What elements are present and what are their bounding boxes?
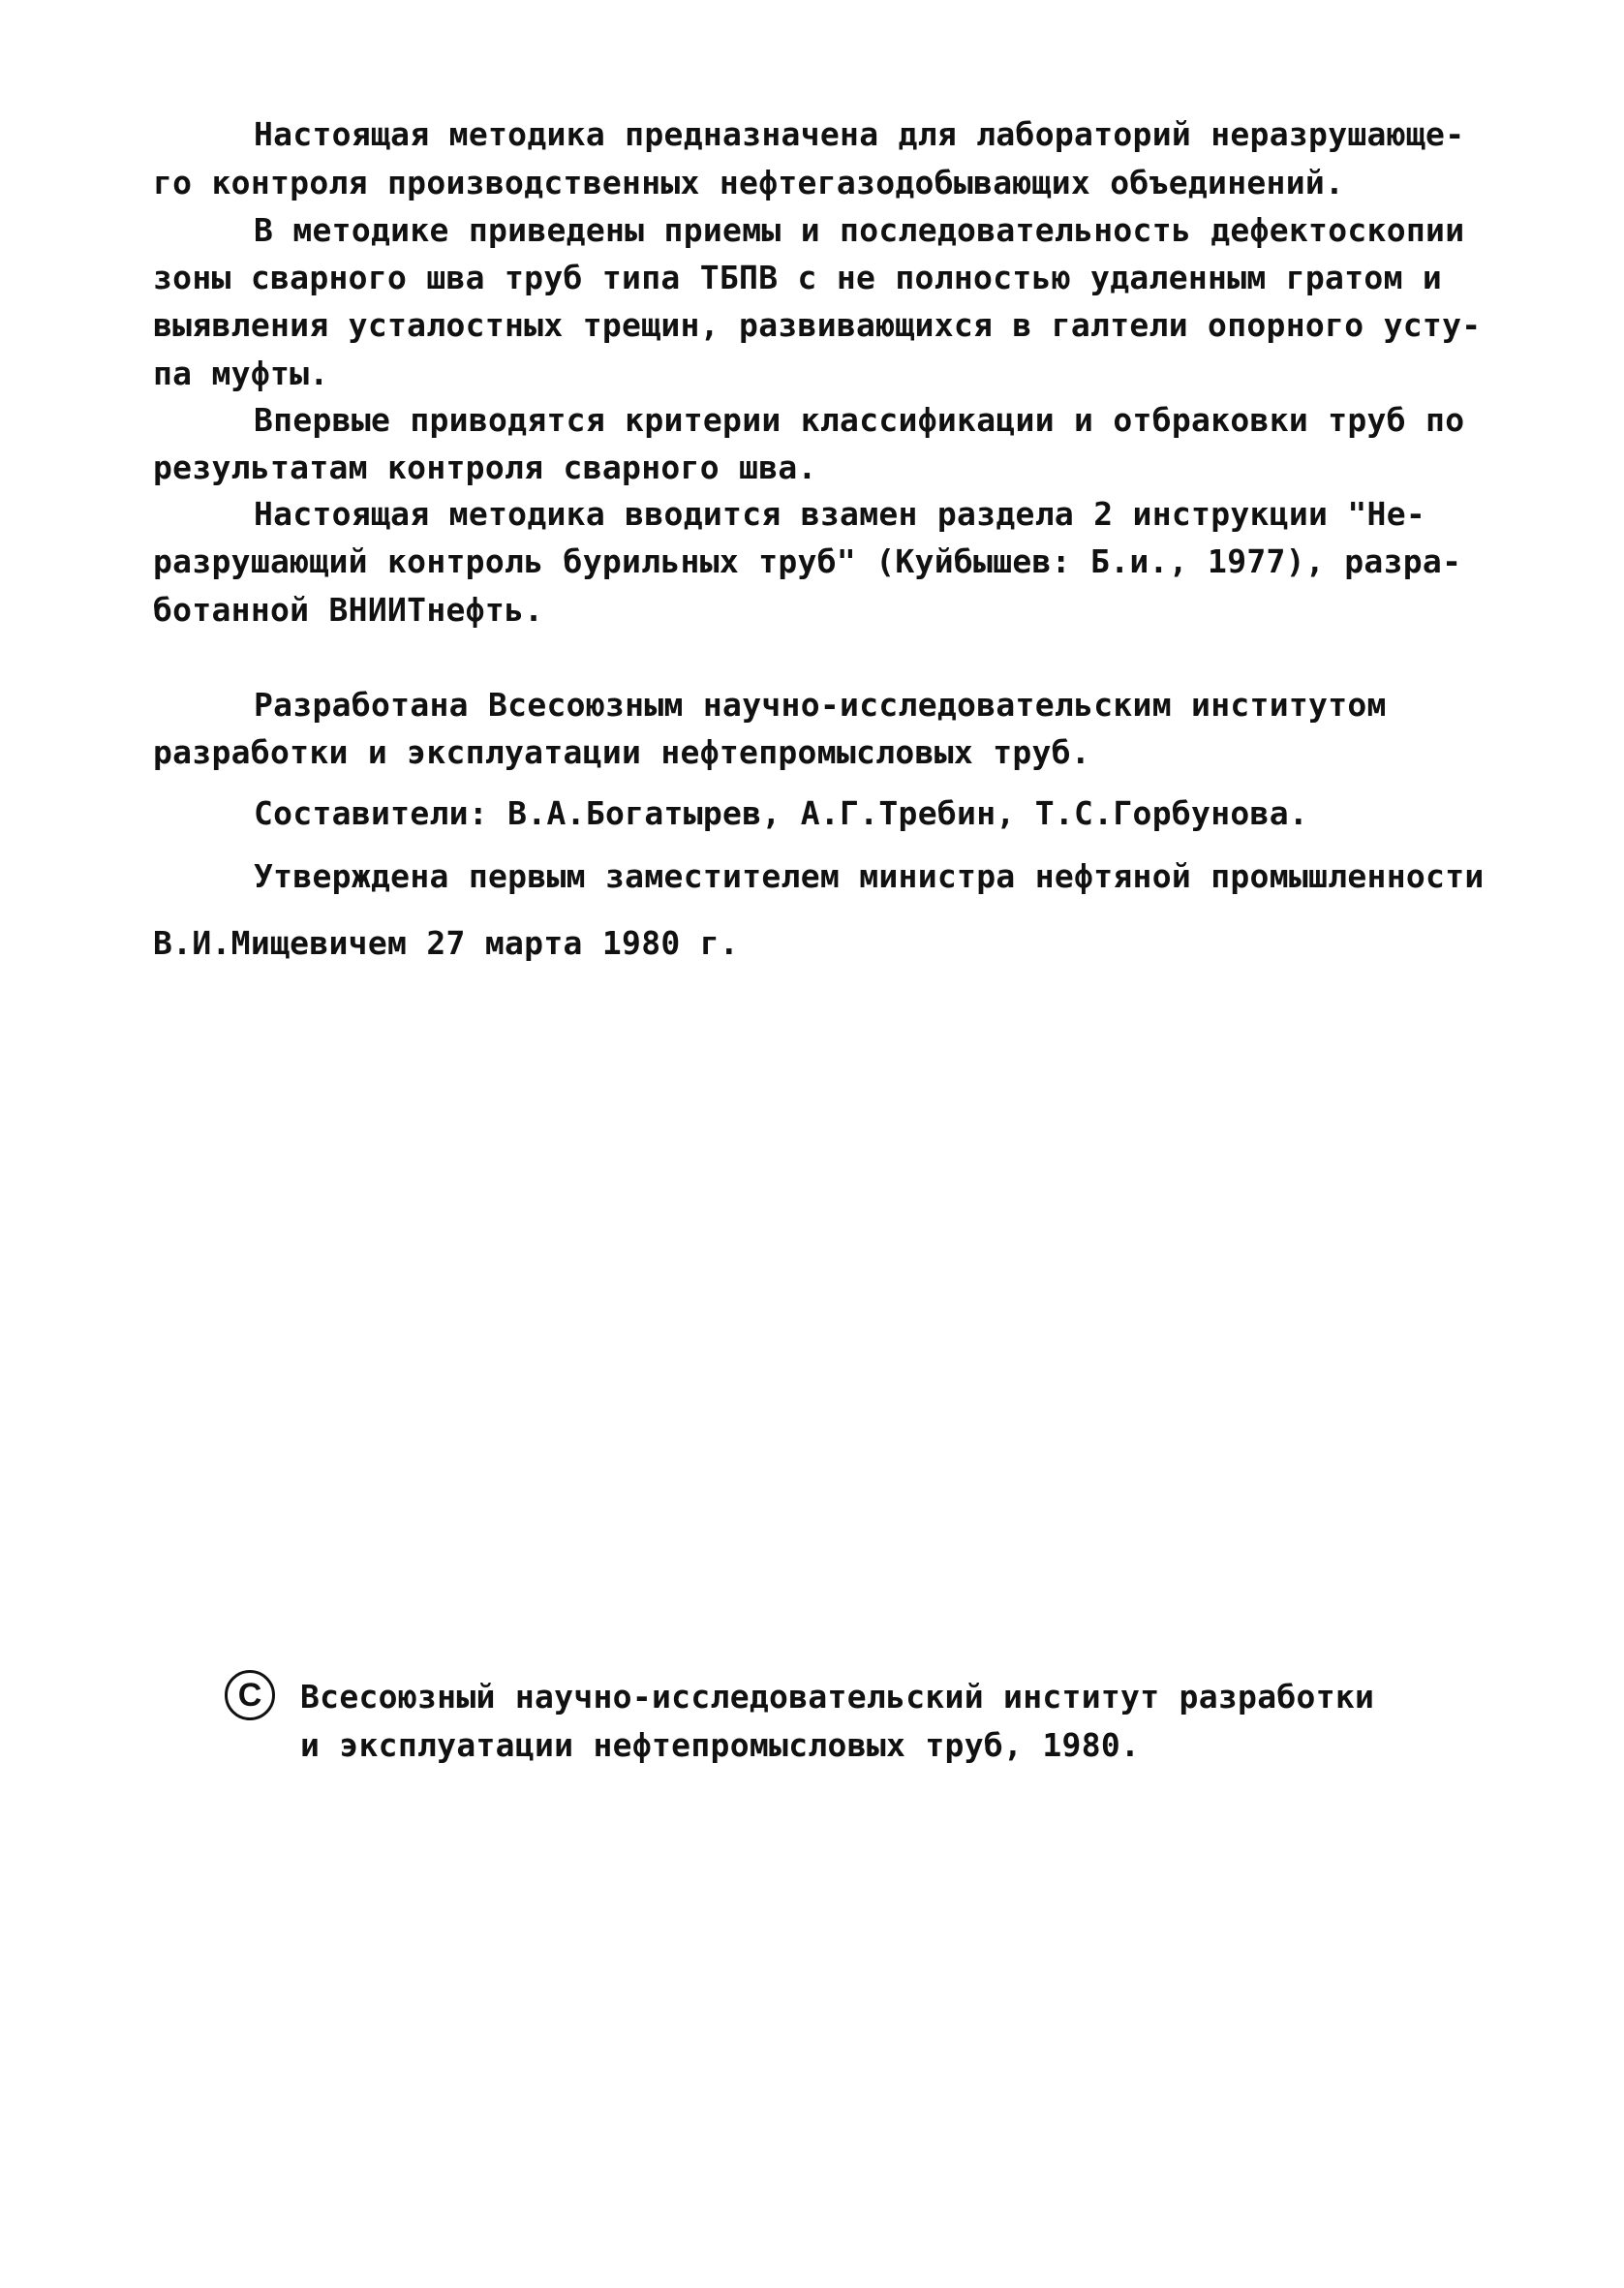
copyright-line-2: и эксплуатации нефтепромысловых труб, 1980. xyxy=(300,1726,1141,1764)
paragraph-3-line-2: результатам контроля сварного шва. xyxy=(153,448,817,486)
paragraph-1-line-2: го контроля производственных нефтегазодобывающих объединений. xyxy=(153,164,1345,201)
copyright-icon: C xyxy=(225,1670,275,1720)
paragraph-3-line-1: Впервые приводятся критерии классификации и отбраковки труб по xyxy=(254,401,1465,439)
paragraph-4-line-3: ботанной ВНИИТнефть. xyxy=(153,591,544,629)
paragraph-4-line-2: разрушающий контроль бурильных труб" (Куйбышев: Б.и., 1977), разра- xyxy=(153,542,1462,580)
developed-by-line-2: разработки и эксплуатации нефтепромысловых труб. xyxy=(153,733,1091,771)
approved-line-2: В.И.Мищевичем 27 марта 1980 г. xyxy=(153,924,740,962)
paragraph-1-line-1: Настоящая методика предназначена для лабораторий неразрушающе- xyxy=(254,115,1465,153)
copyright-line-1: Всесоюзный научно-исследовательский институт разработки xyxy=(300,1678,1375,1716)
compilers-line: Составители: В.А.Богатырев, А.Г.Требин, Т.С.Горбунова. xyxy=(254,794,1309,832)
paragraph-4-line-1: Настоящая методика вводится взамен раздела 2 инструкции "Не- xyxy=(254,495,1426,533)
paragraph-2-line-3: выявления усталостных трещин, развивающихся в галтели опорного усту- xyxy=(153,306,1482,344)
approved-line-1: Утверждена первым заместителем министра нефтяной промышленности xyxy=(254,857,1485,895)
paragraph-2-line-1: В методике приведены приемы и последовательность дефектоскопии xyxy=(254,211,1465,249)
paragraph-2-line-2: зоны сварного шва труб типа ТБПВ с не полностью удаленным гратом и xyxy=(153,259,1443,296)
developed-by-line-1: Разработана Всесоюзным научно-исследовательским институтом xyxy=(254,686,1387,724)
paragraph-2-line-4: па муфты. xyxy=(153,355,329,392)
